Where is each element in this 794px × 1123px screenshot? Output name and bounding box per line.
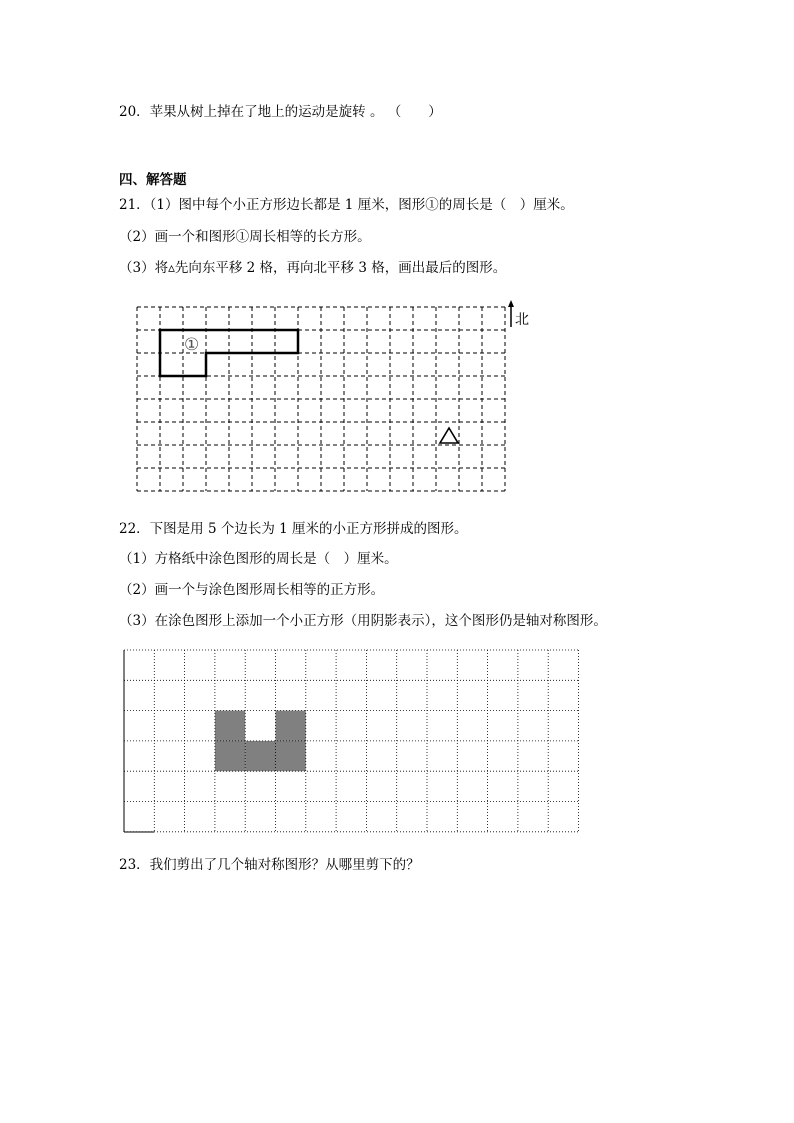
question-22-intro: 22．下图是用 5 个边长为 1 厘米的小正方形拼成的图形。 — [119, 521, 468, 537]
north-label: 北 — [515, 312, 529, 328]
shaded-square — [245, 741, 275, 771]
shape-1-label: ① — [184, 335, 200, 355]
shaded-square — [215, 711, 245, 741]
shaded-square — [276, 741, 306, 771]
shaded-square — [276, 711, 306, 741]
q22-dotted-grid — [124, 650, 579, 832]
question-21-part3: （3）将▵先向东平移 2 格，再向北平移 3 格，画出最后的图形。 — [119, 260, 507, 276]
question-20: 20．苹果从树上掉在了地上的运动是旋转 。 （ ） — [119, 104, 442, 120]
question-22-part3: （3）在涂色图形上添加一个小正方形（用阴影表示），这个图形仍是轴对称图形。 — [119, 613, 607, 629]
shaded-square — [215, 741, 245, 771]
question-23: 23．我们剪出了几个轴对称图形？从哪里剪下的？ — [119, 857, 420, 873]
section-heading: 四、解答题 — [119, 172, 187, 188]
question-22-part1: （1）方格纸中涂色图形的周长是（ ）厘米。 — [119, 551, 398, 567]
question-22-part2: （2）画一个与涂色图形周长相等的正方形。 — [119, 582, 385, 598]
question-21-part2: （2）画一个和图形①周长相等的长方形。 — [119, 229, 371, 245]
question-21-part1: 21．（1）图中每个小正方形边长都是 1 厘米，图形①的周长是（ ）厘米。 — [119, 197, 574, 213]
